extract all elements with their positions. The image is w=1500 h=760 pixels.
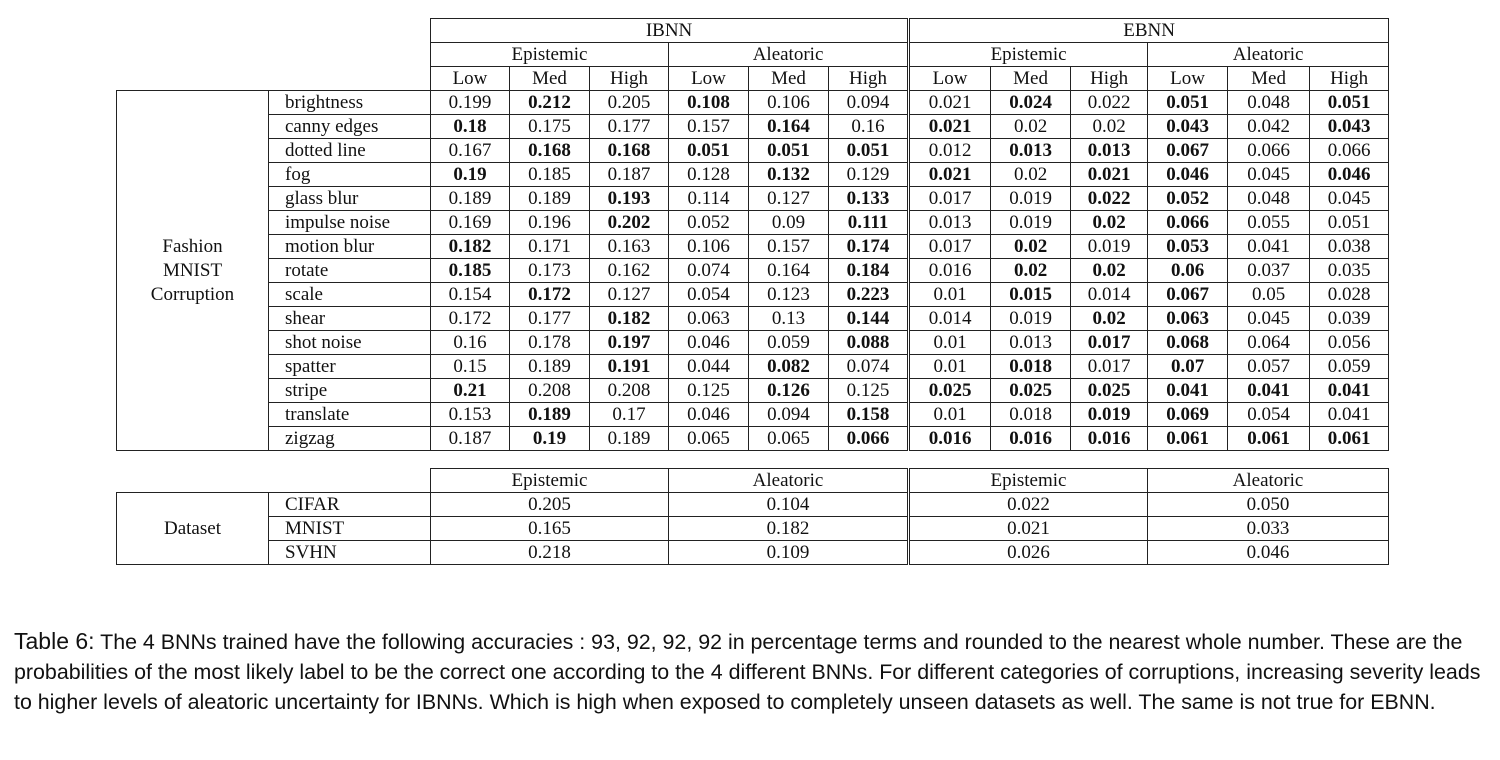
value-cell: 0.026 [909, 541, 1148, 565]
value-cell: 0.021 [909, 115, 991, 139]
value-cell: 0.02 [991, 259, 1071, 283]
level-header: High [590, 67, 669, 91]
value-cell: 0.157 [669, 115, 749, 139]
value-cell: 0.014 [909, 307, 991, 331]
corruption-name: translate [269, 403, 431, 427]
value-cell: 0.208 [590, 379, 669, 403]
value-cell: 0.061 [1148, 427, 1228, 451]
value-cell: 0.189 [510, 403, 590, 427]
value-cell: 0.184 [829, 259, 909, 283]
corruption-name: shear [269, 307, 431, 331]
table-row [117, 91, 1389, 115]
value-cell: 0.109 [669, 541, 909, 565]
value-cell: 0.059 [749, 331, 829, 355]
value-cell: 0.191 [590, 355, 669, 379]
value-cell: 0.024 [991, 91, 1071, 115]
value-cell: 0.041 [1148, 379, 1228, 403]
value-cell: 0.074 [829, 355, 909, 379]
table-row [117, 259, 1389, 283]
value-cell: 0.012 [909, 139, 991, 163]
value-cell: 0.013 [991, 139, 1071, 163]
value-cell: 0.066 [1228, 139, 1310, 163]
value-cell: 0.125 [669, 379, 749, 403]
value-cell: 0.033 [1148, 517, 1389, 541]
value-cell: 0.018 [991, 403, 1071, 427]
value-cell: 0.051 [1148, 91, 1228, 115]
value-cell: 0.21 [431, 379, 510, 403]
dataset-subgroup-header: Epistemic [431, 469, 669, 493]
value-cell: 0.019 [1071, 235, 1148, 259]
table-row [117, 283, 1389, 307]
corruption-name: dotted line [269, 139, 431, 163]
table-row [117, 331, 1389, 355]
value-cell: 0.054 [1228, 403, 1310, 427]
value-cell: 0.189 [590, 427, 669, 451]
value-cell: 0.051 [749, 139, 829, 163]
value-cell: 0.127 [590, 283, 669, 307]
value-cell: 0.199 [431, 91, 510, 115]
corruption-name: shot noise [269, 331, 431, 355]
value-cell: 0.046 [1148, 541, 1389, 565]
value-cell: 0.125 [829, 379, 909, 403]
value-cell: 0.182 [590, 307, 669, 331]
value-cell: 0.066 [829, 427, 909, 451]
value-cell: 0.045 [1228, 307, 1310, 331]
value-cell: 0.046 [1310, 163, 1389, 187]
value-cell: 0.223 [829, 283, 909, 307]
value-cell: 0.01 [909, 283, 991, 307]
value-cell: 0.052 [669, 211, 749, 235]
value-cell: 0.051 [669, 139, 749, 163]
corruption-name: zigzag [269, 427, 431, 451]
corruption-name: brightness [269, 91, 431, 115]
value-cell: 0.052 [1148, 187, 1228, 211]
value-cell: 0.167 [431, 139, 510, 163]
value-cell: 0.061 [1310, 427, 1389, 451]
value-cell: 0.019 [991, 307, 1071, 331]
value-cell: 0.106 [669, 235, 749, 259]
value-cell: 0.168 [590, 139, 669, 163]
value-cell: 0.153 [431, 403, 510, 427]
value-cell: 0.15 [431, 355, 510, 379]
value-cell: 0.015 [991, 283, 1071, 307]
corruption-name: fog [269, 163, 431, 187]
value-cell: 0.014 [1071, 283, 1148, 307]
table-row [117, 235, 1389, 259]
value-cell: 0.17 [590, 403, 669, 427]
value-cell: 0.046 [669, 403, 749, 427]
value-cell: 0.019 [991, 187, 1071, 211]
value-cell: 0.053 [1148, 235, 1228, 259]
value-cell: 0.065 [749, 427, 829, 451]
value-cell: 0.212 [510, 91, 590, 115]
value-cell: 0.144 [829, 307, 909, 331]
corruption-name: motion blur [269, 235, 431, 259]
value-cell: 0.165 [431, 517, 669, 541]
header-row-groups [117, 19, 1389, 43]
value-cell: 0.050 [1148, 493, 1389, 517]
table-row [117, 355, 1389, 379]
value-cell: 0.021 [909, 91, 991, 115]
dataset-name: MNIST [269, 517, 431, 541]
value-cell: 0.172 [510, 283, 590, 307]
level-header: Low [431, 67, 510, 91]
dataset-subgroup-header: Aleatoric [1148, 469, 1389, 493]
value-cell: 0.056 [1310, 331, 1389, 355]
value-cell: 0.202 [590, 211, 669, 235]
value-cell: 0.164 [749, 115, 829, 139]
value-cell: 0.164 [749, 259, 829, 283]
value-cell: 0.132 [749, 163, 829, 187]
subgroup-header: Aleatoric [1148, 43, 1389, 67]
corruption-name: spatter [269, 355, 431, 379]
value-cell: 0.022 [909, 493, 1148, 517]
value-cell: 0.168 [510, 139, 590, 163]
value-cell: 0.057 [1228, 355, 1310, 379]
value-cell: 0.09 [749, 211, 829, 235]
group-label-line: MNIST [162, 259, 223, 281]
value-cell: 0.039 [1310, 307, 1389, 331]
level-header: Low [909, 67, 991, 91]
table-row [117, 115, 1389, 139]
corruption-name: canny edges [269, 115, 431, 139]
value-cell: 0.02 [991, 235, 1071, 259]
value-cell: 0.065 [669, 427, 749, 451]
value-cell: 0.021 [909, 517, 1148, 541]
value-cell: 0.174 [829, 235, 909, 259]
value-cell: 0.16 [829, 115, 909, 139]
value-cell: 0.021 [1071, 163, 1148, 187]
value-cell: 0.128 [669, 163, 749, 187]
value-cell: 0.02 [1071, 307, 1148, 331]
corruption-rows [117, 91, 1389, 451]
level-header: High [1310, 67, 1389, 91]
level-header: Med [1228, 67, 1310, 91]
corruption-name: impulse noise [269, 211, 431, 235]
table-row [117, 163, 1389, 187]
value-cell: 0.016 [991, 427, 1071, 451]
corruption-name: scale [269, 283, 431, 307]
value-cell: 0.129 [829, 163, 909, 187]
value-cell: 0.041 [1228, 235, 1310, 259]
value-cell: 0.205 [590, 91, 669, 115]
header-row-levels [117, 67, 1389, 91]
value-cell: 0.169 [431, 211, 510, 235]
group-label-line: Fashion [162, 235, 223, 257]
value-cell: 0.064 [1228, 331, 1310, 355]
group-header-ebnn: EBNN [909, 19, 1389, 43]
dataset-header-row [117, 469, 1389, 493]
group-label-line: Corruption [150, 283, 235, 305]
value-cell: 0.02 [1071, 211, 1148, 235]
corruption-name: stripe [269, 379, 431, 403]
value-cell: 0.045 [1310, 187, 1389, 211]
value-cell: 0.07 [1148, 355, 1228, 379]
value-cell: 0.069 [1148, 403, 1228, 427]
value-cell: 0.094 [749, 403, 829, 427]
value-cell: 0.016 [1071, 427, 1148, 451]
table-row [117, 493, 1389, 517]
table-row [117, 139, 1389, 163]
value-cell: 0.205 [431, 493, 669, 517]
value-cell: 0.025 [909, 379, 991, 403]
value-cell: 0.046 [669, 331, 749, 355]
corruption-name: glass blur [269, 187, 431, 211]
dataset-subgroup-header: Epistemic [909, 469, 1148, 493]
level-header: Med [991, 67, 1071, 91]
value-cell: 0.106 [749, 91, 829, 115]
value-cell: 0.189 [431, 187, 510, 211]
value-cell: 0.187 [590, 163, 669, 187]
value-cell: 0.067 [1148, 139, 1228, 163]
value-cell: 0.182 [669, 517, 909, 541]
value-cell: 0.013 [991, 331, 1071, 355]
value-cell: 0.045 [1228, 163, 1310, 187]
table-row [117, 403, 1389, 427]
value-cell: 0.016 [909, 259, 991, 283]
dataset-subgroup-header: Aleatoric [669, 469, 909, 493]
value-cell: 0.082 [749, 355, 829, 379]
table-row [117, 187, 1389, 211]
value-cell: 0.051 [1310, 211, 1389, 235]
value-cell: 0.104 [669, 493, 909, 517]
value-cell: 0.172 [431, 307, 510, 331]
value-cell: 0.074 [669, 259, 749, 283]
value-cell: 0.114 [669, 187, 749, 211]
value-cell: 0.044 [669, 355, 749, 379]
value-cell: 0.177 [590, 115, 669, 139]
value-cell: 0.01 [909, 331, 991, 355]
dataset-rows [117, 493, 1389, 565]
dataset-name: SVHN [269, 541, 431, 565]
value-cell: 0.177 [510, 307, 590, 331]
value-cell: 0.01 [909, 403, 991, 427]
value-cell: 0.025 [1071, 379, 1148, 403]
value-cell: 0.021 [909, 163, 991, 187]
value-cell: 0.06 [1148, 259, 1228, 283]
value-cell: 0.017 [909, 235, 991, 259]
value-cell: 0.18 [431, 115, 510, 139]
value-cell: 0.126 [749, 379, 829, 403]
value-cell: 0.022 [1071, 187, 1148, 211]
value-cell: 0.038 [1310, 235, 1389, 259]
value-cell: 0.068 [1148, 331, 1228, 355]
value-cell: 0.19 [510, 427, 590, 451]
value-cell: 0.051 [829, 139, 909, 163]
value-cell: 0.019 [991, 211, 1071, 235]
value-cell: 0.123 [749, 283, 829, 307]
value-cell: 0.19 [431, 163, 510, 187]
dataset-results-table [116, 468, 1389, 565]
table-row [117, 517, 1389, 541]
value-cell: 0.088 [829, 331, 909, 355]
level-header: High [1071, 67, 1148, 91]
value-cell: 0.043 [1310, 115, 1389, 139]
table-row [117, 307, 1389, 331]
value-cell: 0.175 [510, 115, 590, 139]
value-cell: 0.02 [1071, 115, 1148, 139]
level-header: Med [749, 67, 829, 91]
value-cell: 0.061 [1228, 427, 1310, 451]
value-cell: 0.133 [829, 187, 909, 211]
dataset-name: CIFAR [269, 493, 431, 517]
value-cell: 0.041 [1310, 379, 1389, 403]
level-header: High [829, 67, 909, 91]
value-cell: 0.185 [431, 259, 510, 283]
value-cell: 0.02 [991, 115, 1071, 139]
value-cell: 0.066 [1310, 139, 1389, 163]
value-cell: 0.178 [510, 331, 590, 355]
value-cell: 0.017 [1071, 355, 1148, 379]
value-cell: 0.094 [829, 91, 909, 115]
level-header: Med [510, 67, 590, 91]
value-cell: 0.017 [1071, 331, 1148, 355]
value-cell: 0.16 [431, 331, 510, 355]
value-cell: 0.042 [1228, 115, 1310, 139]
value-cell: 0.218 [431, 541, 669, 565]
subgroup-header: Epistemic [431, 43, 669, 67]
value-cell: 0.066 [1148, 211, 1228, 235]
value-cell: 0.035 [1310, 259, 1389, 283]
value-cell: 0.067 [1148, 283, 1228, 307]
corruption-results-table [116, 18, 1389, 451]
level-header: Low [669, 67, 749, 91]
caption-label: Table 6: [14, 628, 95, 654]
table-row [117, 541, 1389, 565]
dataset-group-label: Dataset [117, 493, 269, 565]
value-cell: 0.01 [909, 355, 991, 379]
table-row [117, 211, 1389, 235]
value-cell: 0.193 [590, 187, 669, 211]
value-cell: 0.189 [510, 355, 590, 379]
value-cell: 0.059 [1310, 355, 1389, 379]
table-caption [14, 626, 1490, 717]
value-cell: 0.108 [669, 91, 749, 115]
value-cell: 0.055 [1228, 211, 1310, 235]
value-cell: 0.157 [749, 235, 829, 259]
value-cell: 0.016 [909, 427, 991, 451]
value-cell: 0.041 [1228, 379, 1310, 403]
value-cell: 0.182 [431, 235, 510, 259]
value-cell: 0.028 [1310, 283, 1389, 307]
value-cell: 0.162 [590, 259, 669, 283]
value-cell: 0.05 [1228, 283, 1310, 307]
corruption-name: rotate [269, 259, 431, 283]
value-cell: 0.013 [909, 211, 991, 235]
caption-text: The 4 BNNs trained have the following accuracies : 93, 92, 92, 92 in percentage terms and rounded to the nearest whole number. These are the probabilities of the most likely label to be the correct one according to the 4 different BNNs. For different categories of corruptions, increasing severity leads to higher levels of aleatoric uncertainty for IBNNs. Which is high when exposed to completely unseen datasets as well. The same is not true for EBNN. [14, 630, 1481, 714]
value-cell: 0.041 [1310, 403, 1389, 427]
value-cell: 0.02 [991, 163, 1071, 187]
value-cell: 0.196 [510, 211, 590, 235]
table-row [117, 379, 1389, 403]
value-cell: 0.017 [909, 187, 991, 211]
value-cell: 0.197 [590, 331, 669, 355]
level-header: Low [1148, 67, 1228, 91]
value-cell: 0.063 [669, 307, 749, 331]
header-row-subgroups [117, 43, 1389, 67]
value-cell: 0.048 [1228, 187, 1310, 211]
value-cell: 0.111 [829, 211, 909, 235]
value-cell: 0.02 [1071, 259, 1148, 283]
subgroup-header: Aleatoric [669, 43, 909, 67]
subgroup-header: Epistemic [909, 43, 1148, 67]
value-cell: 0.048 [1228, 91, 1310, 115]
value-cell: 0.043 [1148, 115, 1228, 139]
value-cell: 0.018 [991, 355, 1071, 379]
value-cell: 0.037 [1228, 259, 1310, 283]
table-row [117, 427, 1389, 451]
value-cell: 0.063 [1148, 307, 1228, 331]
value-cell: 0.173 [510, 259, 590, 283]
value-cell: 0.013 [1071, 139, 1148, 163]
group-header-ibnn: IBNN [431, 19, 909, 43]
value-cell: 0.019 [1071, 403, 1148, 427]
value-cell: 0.185 [510, 163, 590, 187]
value-cell: 0.154 [431, 283, 510, 307]
value-cell: 0.208 [510, 379, 590, 403]
value-cell: 0.054 [669, 283, 749, 307]
corruption-group-label [117, 91, 269, 451]
value-cell: 0.13 [749, 307, 829, 331]
value-cell: 0.163 [590, 235, 669, 259]
value-cell: 0.158 [829, 403, 909, 427]
value-cell: 0.046 [1148, 163, 1228, 187]
value-cell: 0.189 [510, 187, 590, 211]
value-cell: 0.187 [431, 427, 510, 451]
value-cell: 0.051 [1310, 91, 1389, 115]
value-cell: 0.025 [991, 379, 1071, 403]
value-cell: 0.022 [1071, 91, 1148, 115]
value-cell: 0.171 [510, 235, 590, 259]
value-cell: 0.127 [749, 187, 829, 211]
